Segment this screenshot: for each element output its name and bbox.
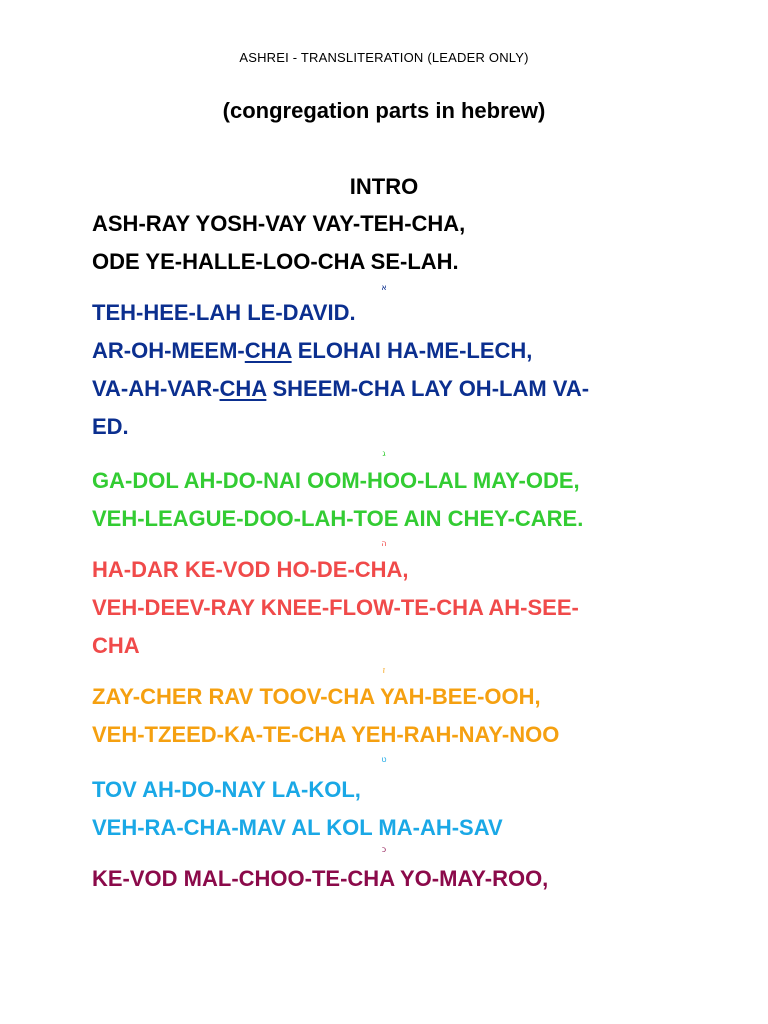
kaf-line-1: KE-VOD MAL-CHOO-TE-CHA YO-MAY-ROO, [92, 866, 549, 891]
alef-line-2-part-a: AR-OH-MEEM- [92, 338, 245, 363]
hey-line-3: CHA [92, 633, 140, 658]
section-marker-tet: ט [381, 755, 387, 764]
intro-line-1: ASH-RAY YOSH-VAY VAY-TEH-CHA, [92, 211, 466, 236]
section-marker-zayin: ז [382, 666, 386, 675]
alef-line-2-underlined: CHA [244, 338, 292, 363]
section-zayin [92, 678, 672, 754]
section-hey [92, 551, 672, 665]
document-subtitle: (congregation parts in hebrew) [222, 98, 546, 123]
section-marker-alef: א [381, 283, 387, 292]
section-gimel [92, 462, 672, 538]
section-marker-hey: ה [381, 539, 387, 548]
alef-line-2 [92, 332, 672, 370]
section-kaf [92, 860, 672, 898]
document-title: ASHREI - TRANSLITERATION (LEADER ONLY) [239, 50, 529, 65]
tet-line-2: VEH-RA-CHA-MAV AL KOL MA-AH-SAV [92, 815, 503, 840]
alef-line-3-underlined: CHA [219, 376, 267, 401]
section-marker-gimel: ג [382, 449, 386, 458]
intro-line-2: ODE YE-HALLE-LOO-CHA SE-LAH. [92, 249, 459, 274]
alef-line-2-part-b: ELOHAI HA-ME-LECH, [291, 338, 533, 363]
alef-line-3 [92, 370, 672, 408]
intro-heading: INTRO [349, 174, 419, 199]
gimel-line-1: GA-DOL AH-DO-NAI OOM-HOO-LAL MAY-ODE, [92, 468, 580, 493]
alef-line-3-part-b: SHEEM-CHA LAY OH-LAM VA- [266, 376, 590, 401]
gimel-line-2: VEH-LEAGUE-DOO-LAH-TOE AIN CHEY-CARE. [92, 506, 584, 531]
section-tet [92, 771, 672, 847]
section-alef [92, 294, 672, 446]
intro-block [92, 205, 672, 281]
zayin-line-1: ZAY-CHER RAV TOOV-CHA YAH-BEE-OOH, [92, 684, 541, 709]
tet-line-1: TOV AH-DO-NAY LA-KOL, [92, 777, 361, 802]
alef-line-1: TEH-HEE-LAH LE-DAVID. [92, 300, 356, 325]
zayin-line-2: VEH-TZEED-KA-TE-CHA YEH-RAH-NAY-NOO [92, 722, 560, 747]
alef-line-3-part-a: VA-AH-VAR- [92, 376, 220, 401]
alef-line-4: ED. [92, 414, 129, 439]
hey-line-2: VEH-DEEV-RAY KNEE-FLOW-TE-CHA AH-SEE- [92, 595, 579, 620]
section-marker-kaf: כ [381, 845, 387, 854]
hey-line-1: HA-DAR KE-VOD HO-DE-CHA, [92, 557, 409, 582]
